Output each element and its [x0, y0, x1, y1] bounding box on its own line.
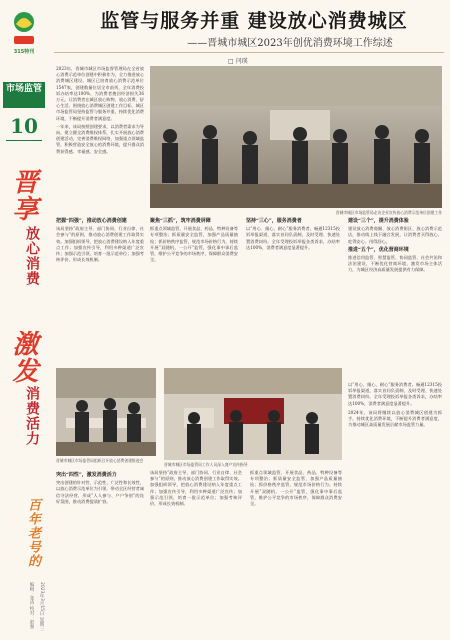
- section-body-b: 抓重点领域监管，开展食品、药品、特种设备等专项整治；抓质量安全监管，加强产品质量抽检；抓价格秩序监管，规范市场价格行为。持续开展“双随机、一公开”监管，强化事中事后监管，维护公平竞争的市场秩序，保障群众消费安全。: [150, 226, 238, 263]
- slogan-2-main: 激发: [8, 330, 38, 384]
- slogan-3: 百年老号的: [25, 498, 40, 568]
- photo-3-caption: 晋城市城区市场监管局工作人员深入商户宣传指导: [164, 462, 248, 467]
- header-divider: [54, 52, 444, 53]
- article-col1-lower: [56, 470, 144, 630]
- section-body-c-continued: 以“用心、细心、耐心”服务消费者。畅通12315投诉举报渠道，落实首问负责制，及时受理、快速处置消费纠纷。全年受理投诉举报各类诉求，办结率达100%，消费者满意度显著提升。: [348, 382, 442, 406]
- page-subheadline: ——晋城市城区2023年创优消费环境工作综述: [187, 38, 393, 49]
- page-number: 10: [10, 114, 38, 138]
- slogan-2-sub: 消费活力: [24, 386, 40, 446]
- section-heading-b: 聚焦“三抓”，筑牢消费屏障: [150, 218, 211, 224]
- page-number-rule: [6, 140, 42, 141]
- intro-paragraph-2: 一年来，该局按照创建要求，以消费者需求为导向，建立健全消费维权体系，扎实开展放心消费创建活动，完善消费维权网络，加强重点领域监管，积极营造安全放心的消费环境，提升群众消费获得感、幸福感、安全感。: [56, 123, 144, 154]
- closing-paragraph: 2024年，该局将继续以放心消费城区创建为抓手，持续优化消费环境，不断提升消费者满意度，为推动城区高质量发展贡献市场监管力量。: [348, 409, 442, 428]
- issue-date: 2023年3月15日 星期三: [39, 582, 44, 631]
- slogan-1-sub: 放心消费: [24, 226, 40, 286]
- brand-label: 315特刊: [13, 49, 35, 55]
- section-body-e: 建设放心消费商圈、放心消费街区、放心消费示范店，推动线上线下融合发展，让消费者买得放心、吃得安心、用得舒心。: [348, 226, 442, 244]
- consumer-rights-logo-icon: [10, 10, 38, 50]
- section-body-b-continued: 抓重点领域监管，开展食品、药品、特种设备等专项整治；抓质量安全监管，加强产品质量抽检；抓价格秩序监管，规范市场价格行为。持续开展“双随机、一公开”监管，强化事中事后监管，维护公平竞争的市场秩序，保障群众消费安全。: [250, 470, 342, 507]
- section-body-a: 该局坚持“政府主导、部门协同、行业自律、社会参与”的原则，推动放心消费创建工作取得实效。加强组织领导，把放心消费建设纳入年度重点工作；加强宣传引导，利用多种渠道广泛宣传；加强示范引领，培育一批示范单位；加强考核评价，形成长效机制。: [56, 226, 144, 263]
- article-col1-body: [56, 216, 144, 362]
- section-body-d: 突出创建的针对性、示范性、广泛性和长效性，以放心消费示范单位为引领，带动全区经营者诚信守法经营，形成“人人参与、户户争创”的良好氛围，推动消费提质扩容。: [56, 480, 144, 504]
- photo-1-caption: 晋城市城区市场监管局走访企业宣传放心消费示范单位创建工作: [335, 210, 442, 215]
- sidebar: [0, 0, 48, 640]
- section-heading-c: 坚持“三心”，服务消费者: [246, 218, 302, 224]
- section-heading-a: 把握“四强”，推动放心消费创建: [56, 218, 127, 224]
- byline: □ 闫瑛: [228, 58, 248, 65]
- intro-paragraph: 2023年，晋城市城区市场监督管理局在全省放心消费示范单位创建中积极作为，全力推进放心消费城区建设。城区已培育放心消费示范单位1547家，创建数量位居全市前列，全年消费投诉办结率达100%，为消费者挽回经济损失36万元，让消费者在城区放心购物、放心消费、舒心生活。围绕放心消费城区创建工作目标，城区市场监管局坚持监管与服务并重，持续优化消费环境，不断提升消费者满意度。: [56, 66, 144, 121]
- article-col3-lower: [250, 470, 342, 630]
- page-headline: 监管与服务并重 建设放心消费城区: [100, 10, 408, 32]
- section-body-c: 以“用心、细心、耐心”服务消费者。畅通12315投诉举报渠道，落实首问负责制，及时受理、快速处置消费纠纷。全年受理投诉举报各类诉求，办结率达100%，消费者满意度显著提升。: [246, 226, 340, 250]
- editor-credits: 编辑：张涛 校对：赵强: [29, 582, 34, 629]
- article-intro: [56, 66, 144, 210]
- section-heading-e: 建设“三个”，提升消费体验: [348, 218, 409, 224]
- photo-shop-inspection-image: [164, 368, 342, 460]
- photo-business-visit-image: [150, 66, 442, 208]
- article-col4-lower: [348, 382, 442, 630]
- photo-2-caption: 晋城市城区市场监管局组织召开放心消费创建推进会: [56, 458, 144, 463]
- section-heading-d: 突出“四性”，激发消费活力: [56, 472, 117, 478]
- photo-meeting-image: [56, 368, 156, 456]
- article-col3-body: [246, 216, 340, 376]
- article-col2-body: [150, 216, 238, 362]
- article-col4-body: [348, 216, 442, 376]
- photo-shop-inspection: [164, 368, 342, 460]
- slogan-1-main: 晋享: [8, 168, 38, 222]
- photo-meeting: [56, 368, 156, 456]
- photo-business-visit: [150, 66, 442, 208]
- section-heading-f: 推进“五个”，优化营商环境: [348, 246, 409, 253]
- article-col2-lower: [150, 470, 242, 630]
- section-body-a-continued: 该局坚持“政府主导、部门协同、行业自律、社会参与”的原则，推动放心消费创建工作取得实效。加强组织领导，把放心消费建设纳入年度重点工作；加强宣传引导，利用多种渠道广泛宣传；加强示范引领，培育一批示范单位；加强考核评价，形成长效机制。: [150, 470, 242, 507]
- section-tag: 市场监管: [3, 82, 45, 108]
- section-body-f: 推进信用监管、智慧监管、协同监管、社会共治和法治建设，不断优化营商环境，激发市场主体活力，为城区经济高质量发展提供有力保障。: [348, 255, 442, 273]
